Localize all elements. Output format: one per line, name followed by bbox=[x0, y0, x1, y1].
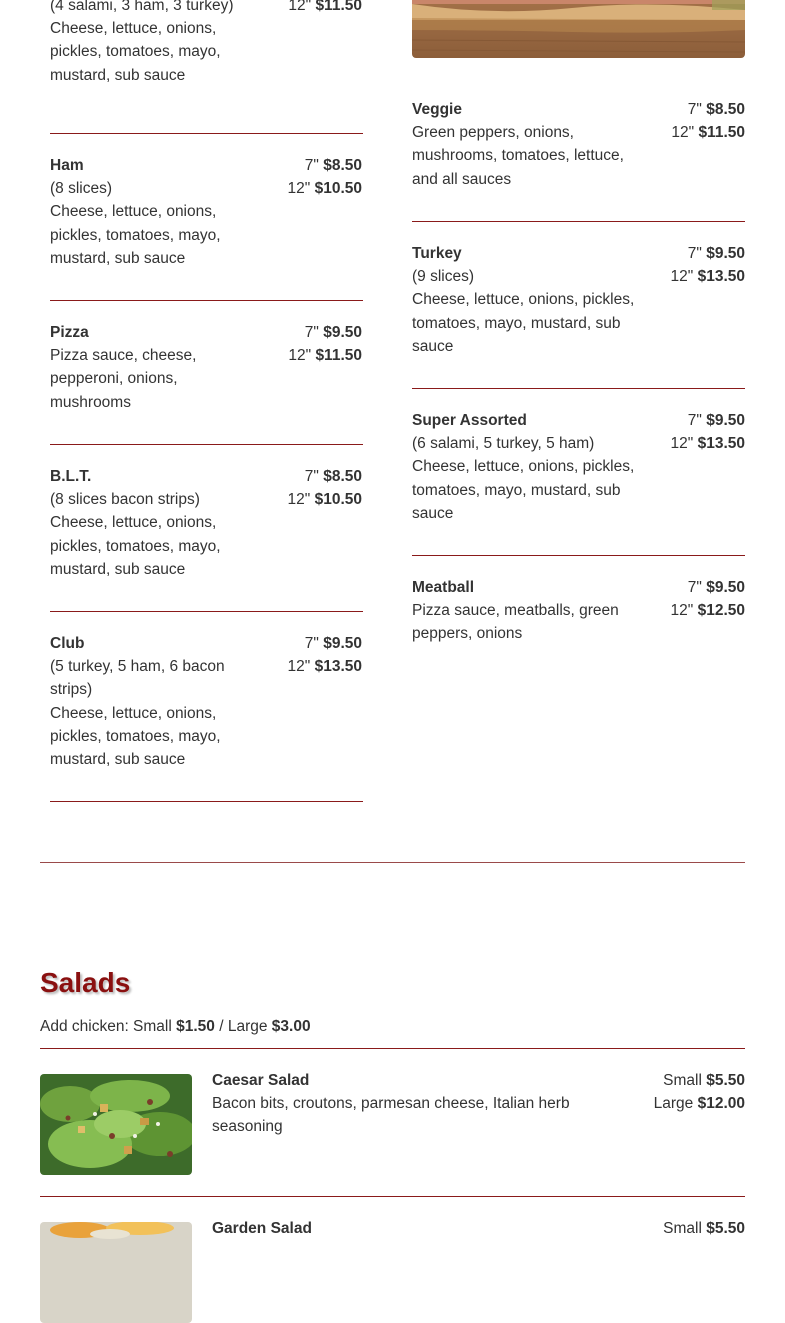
sub-desc-line: Cheese, lettuce, onions, pickles, bbox=[412, 291, 635, 309]
sub-name: Veggie bbox=[412, 101, 462, 118]
sub-desc-line: pepperoni, onions, bbox=[50, 370, 178, 388]
sub-desc-line: tomatoes, mayo, mustard, sub bbox=[412, 314, 621, 332]
sub-desc-line: (6 salami, 5 turkey, 5 ham) bbox=[412, 435, 595, 453]
sub-item-turkey bbox=[412, 242, 652, 358]
sub-item-veggie bbox=[412, 98, 652, 191]
sub-desc-line: mustard, sub sauce bbox=[50, 66, 186, 84]
sub-prices-veggie: 7" $8.50 12" $11.50 bbox=[671, 101, 745, 142]
sub-item-assorted bbox=[50, 0, 280, 87]
sub-item-pizza bbox=[50, 321, 280, 414]
sub-name: Super Assorted bbox=[412, 412, 527, 429]
salad-desc-line: seasoning bbox=[212, 1118, 283, 1136]
sub-desc-line: strips) bbox=[50, 681, 93, 699]
sub-desc-line: Cheese, lettuce, onions, bbox=[50, 203, 217, 221]
sub-desc-line: Cheese, lettuce, onions, pickles, bbox=[412, 458, 635, 476]
divider bbox=[412, 555, 745, 556]
sub-desc-line: Green peppers, onions, bbox=[412, 124, 574, 142]
sub-name: Turkey bbox=[412, 245, 462, 262]
divider bbox=[50, 133, 363, 134]
salad-name: Caesar Salad bbox=[212, 1072, 310, 1089]
section-title-salads: Salads bbox=[40, 967, 131, 998]
sub-desc-line: tomatoes, mayo, mustard, sub bbox=[412, 481, 621, 499]
sub-name: B.L.T. bbox=[50, 468, 92, 485]
sub-desc-line: (8 slices bacon strips) bbox=[50, 491, 200, 509]
garden-salad-photo bbox=[40, 1222, 192, 1323]
sub-desc-line: mustard, sub sauce bbox=[50, 560, 186, 578]
salad-item-garden bbox=[212, 1217, 612, 1240]
sub-name: Pizza bbox=[50, 324, 89, 341]
sub-desc-line: mustard, sub sauce bbox=[50, 751, 186, 769]
sub-item-super-assorted bbox=[412, 409, 652, 525]
sub-desc-line: mustard, sub sauce bbox=[50, 249, 186, 267]
salad-name: Garden Salad bbox=[212, 1220, 312, 1237]
sub-item-meatball bbox=[412, 576, 652, 646]
sub-item-club bbox=[50, 632, 280, 771]
divider bbox=[50, 611, 363, 612]
sub-desc-line: and all sauces bbox=[412, 170, 512, 188]
divider bbox=[40, 1048, 745, 1049]
divider bbox=[412, 221, 745, 222]
sub-prices-blt: 7" $8.50 12" $10.50 bbox=[287, 468, 362, 509]
sub-item-ham bbox=[50, 154, 280, 270]
sub-desc-line: pickles, tomatoes, mayo, bbox=[50, 226, 221, 244]
sub-desc-line: Cheese, lettuce, onions, bbox=[50, 20, 217, 38]
sub-desc-line: Cheese, lettuce, onions, bbox=[50, 704, 217, 722]
divider bbox=[40, 1196, 745, 1197]
sub-desc-line: pickles, tomatoes, mayo, bbox=[50, 727, 221, 745]
salad-prices-garden: Small $5.50 bbox=[663, 1220, 745, 1237]
sub-desc-line: sauce bbox=[412, 337, 454, 355]
sub-desc-line: mushrooms bbox=[50, 393, 131, 411]
salad-item-caesar bbox=[212, 1069, 612, 1139]
salad-desc-line: Bacon bits, croutons, parmesan cheese, Italian herb bbox=[212, 1095, 570, 1113]
sandwich-photo bbox=[412, 0, 745, 58]
sub-desc-line: (9 slices) bbox=[412, 268, 475, 286]
sub-prices-super-assorted: 7" $9.50 12" $13.50 bbox=[670, 412, 745, 453]
sub-prices-assorted bbox=[288, 0, 362, 17]
price-12: 12" $11.50 bbox=[288, 0, 362, 14]
sub-prices-pizza: 7" $9.50 12" $11.50 bbox=[288, 324, 362, 365]
caesar-salad-photo bbox=[40, 1074, 192, 1175]
sub-desc-line: pickles, tomatoes, mayo, bbox=[50, 537, 221, 555]
sub-prices-turkey: 7" $9.50 12" $13.50 bbox=[670, 245, 745, 286]
sub-prices-ham: 7" $8.50 12" $10.50 bbox=[287, 157, 362, 198]
sub-desc-line: Cheese, lettuce, onions, bbox=[50, 514, 217, 532]
sub-desc-line: pickles, tomatoes, mayo, bbox=[50, 43, 221, 61]
sub-desc-line: Pizza sauce, cheese, bbox=[50, 347, 197, 365]
sub-name: Club bbox=[50, 635, 85, 652]
sub-desc-line: (4 salami, 3 ham, 3 turkey) bbox=[50, 0, 234, 14]
sub-prices-meatball: 7" $9.50 12" $12.50 bbox=[670, 579, 745, 620]
sub-name: Meatball bbox=[412, 579, 475, 596]
divider bbox=[50, 300, 363, 301]
sub-desc-line: peppers, onions bbox=[412, 625, 523, 643]
sub-desc-line: Pizza sauce, meatballs, green bbox=[412, 602, 619, 620]
divider bbox=[50, 444, 363, 445]
add-chicken-note: Add chicken: Small $1.50 / Large $3.00 bbox=[40, 1018, 311, 1035]
sub-item-blt bbox=[50, 465, 280, 581]
divider bbox=[412, 388, 745, 389]
sub-desc-line: sauce bbox=[412, 504, 454, 522]
section-divider bbox=[40, 862, 745, 863]
sub-name: Ham bbox=[50, 157, 84, 174]
divider bbox=[50, 801, 363, 802]
sub-desc-line: (8 slices) bbox=[50, 180, 113, 198]
sub-prices-club: 7" $9.50 12" $13.50 bbox=[287, 635, 362, 676]
sub-desc-line: (5 turkey, 5 ham, 6 bacon bbox=[50, 658, 225, 676]
salad-prices-caesar: Small $5.50 Large $12.00 bbox=[653, 1072, 745, 1113]
sub-desc-line: mushrooms, tomatoes, lettuce, bbox=[412, 147, 624, 165]
